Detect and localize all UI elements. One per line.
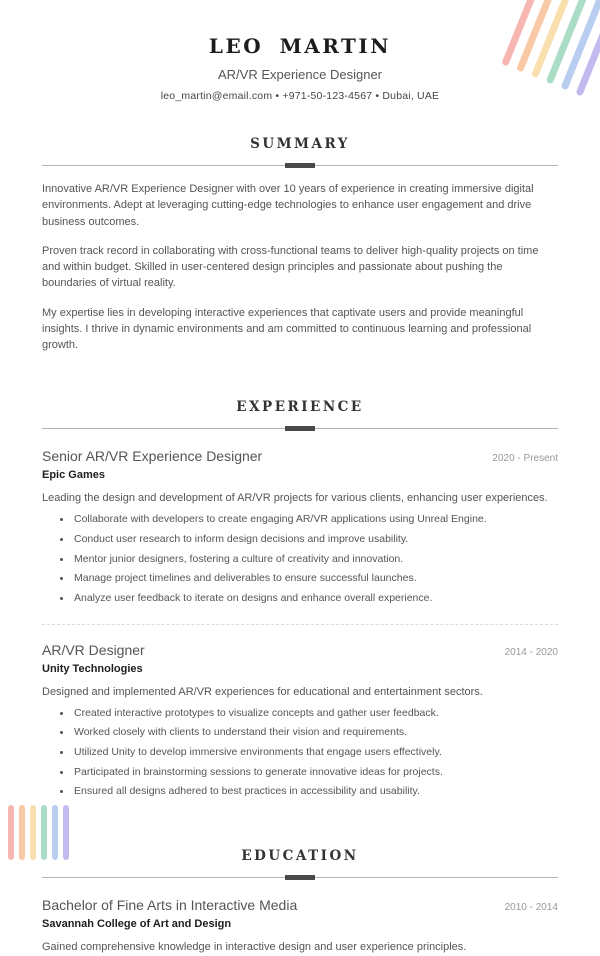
- experience-heading: EXPERIENCE: [236, 399, 364, 416]
- summary-paragraph: My expertise lies in developing interactive experiences that captivate users and provide meaningful insights. I thrive in dynamic environments and am committed to continuous learning and professional growth.: [42, 306, 532, 352]
- section-divider: [42, 875, 558, 880]
- job-description: Designed and implemented AR/VR experiences for educational and entertainment sectors.: [42, 685, 483, 698]
- education-dates: 2010 - 2014: [504, 902, 558, 914]
- education-header: [42, 897, 558, 913]
- job-header: [42, 448, 558, 464]
- education-entry: [42, 897, 558, 955]
- company-name: Epic Games: [42, 469, 105, 482]
- section-divider: [42, 163, 558, 168]
- job-header: [42, 642, 558, 658]
- section-education: [42, 848, 558, 955]
- bullet-item: • Worked closely with clients to understand their vision and requirements.: [72, 726, 558, 739]
- job-description: Leading the design and development of AR/VR projects for various clients, enhancing user experiences.: [42, 492, 548, 505]
- candidate-name: LEO MARTIN: [208, 34, 392, 58]
- bullet-item: • Collaborate with developers to create engaging AR/VR applications using Unreal Engine.: [72, 513, 558, 526]
- bullet-item: • Created interactive prototypes to visualize concepts and gather user feedback.: [72, 707, 558, 720]
- summary-paragraph: Proven track record in collaborating with cross-functional teams to deliver high-quality projects on time and within budget. Skilled in user-centered design principles and passionate about pushing the boundaries of virtual reality.: [42, 244, 539, 290]
- education-description: Gained comprehensive knowledge in interactive design and user experience principles.: [42, 941, 467, 954]
- bullet-item: • Utilized Unity to develop immersive environments that engage users effectively.: [72, 746, 558, 759]
- section-experience: [42, 399, 558, 798]
- job-dates: 2014 - 2020: [504, 646, 558, 658]
- bullet-item: • Analyze user feedback to iterate on designs and enhance overall experience.: [72, 592, 558, 605]
- resume-header: [42, 34, 558, 102]
- divider-accent-bar: [285, 163, 315, 168]
- bullet-item: • Manage project timelines and deliverables to ensure successful launches.: [72, 572, 558, 585]
- decorative-stripe: [63, 805, 69, 860]
- divider-accent-bar: [285, 875, 315, 880]
- job-bullets: [42, 513, 558, 605]
- decorative-stripe: [8, 805, 14, 860]
- bullet-item: • Participated in brainstorming sessions to generate innovative ideas for projects.: [72, 766, 558, 779]
- job-title: AR/VR Designer: [42, 641, 145, 658]
- degree-title: Bachelor of Fine Arts in Interactive Media: [42, 897, 298, 914]
- divider-accent-bar: [285, 426, 315, 431]
- bullet-item: • Conduct user research to inform design decisions and improve usability.: [72, 533, 558, 546]
- school-name: Savannah College of Art and Design: [42, 918, 232, 931]
- job-entry: [42, 642, 558, 799]
- job-bullets: [42, 707, 558, 799]
- decorative-stripe: [30, 805, 36, 860]
- decorative-stripe: [52, 805, 58, 860]
- job-entry: [42, 448, 558, 605]
- summary-heading: SUMMARY: [250, 136, 350, 152]
- summary-paragraph: Innovative AR/VR Experience Designer with over 10 years of experience in creating immersive digital environments. Adept at leveraging cutting-edge technologies to enhance user engagement and drive business outcomes.: [42, 183, 534, 228]
- contact-line: leo_martin@email.com • +971-50-123-4567 • Dubai, UAE: [160, 90, 440, 102]
- job-separator: [42, 624, 558, 625]
- summary-text: [42, 181, 558, 353]
- bullet-item: • Mentor junior designers, fostering a culture of creativity and innovation.: [72, 553, 558, 566]
- section-summary: [42, 136, 558, 353]
- corner-stripes-bottom-left: [8, 805, 69, 860]
- education-heading: EDUCATION: [241, 848, 359, 865]
- job-dates: 2020 - Present: [492, 453, 558, 465]
- candidate-role: AR/VR Experience Designer: [217, 67, 383, 82]
- decorative-stripe: [41, 805, 47, 860]
- section-divider: [42, 426, 558, 431]
- decorative-stripe: [19, 805, 25, 860]
- company-name: Unity Technologies: [42, 662, 143, 675]
- job-title: Senior AR/VR Experience Designer: [42, 448, 263, 465]
- bullet-item: • Ensured all designs adhered to best practices in accessibility and usability.: [72, 785, 558, 798]
